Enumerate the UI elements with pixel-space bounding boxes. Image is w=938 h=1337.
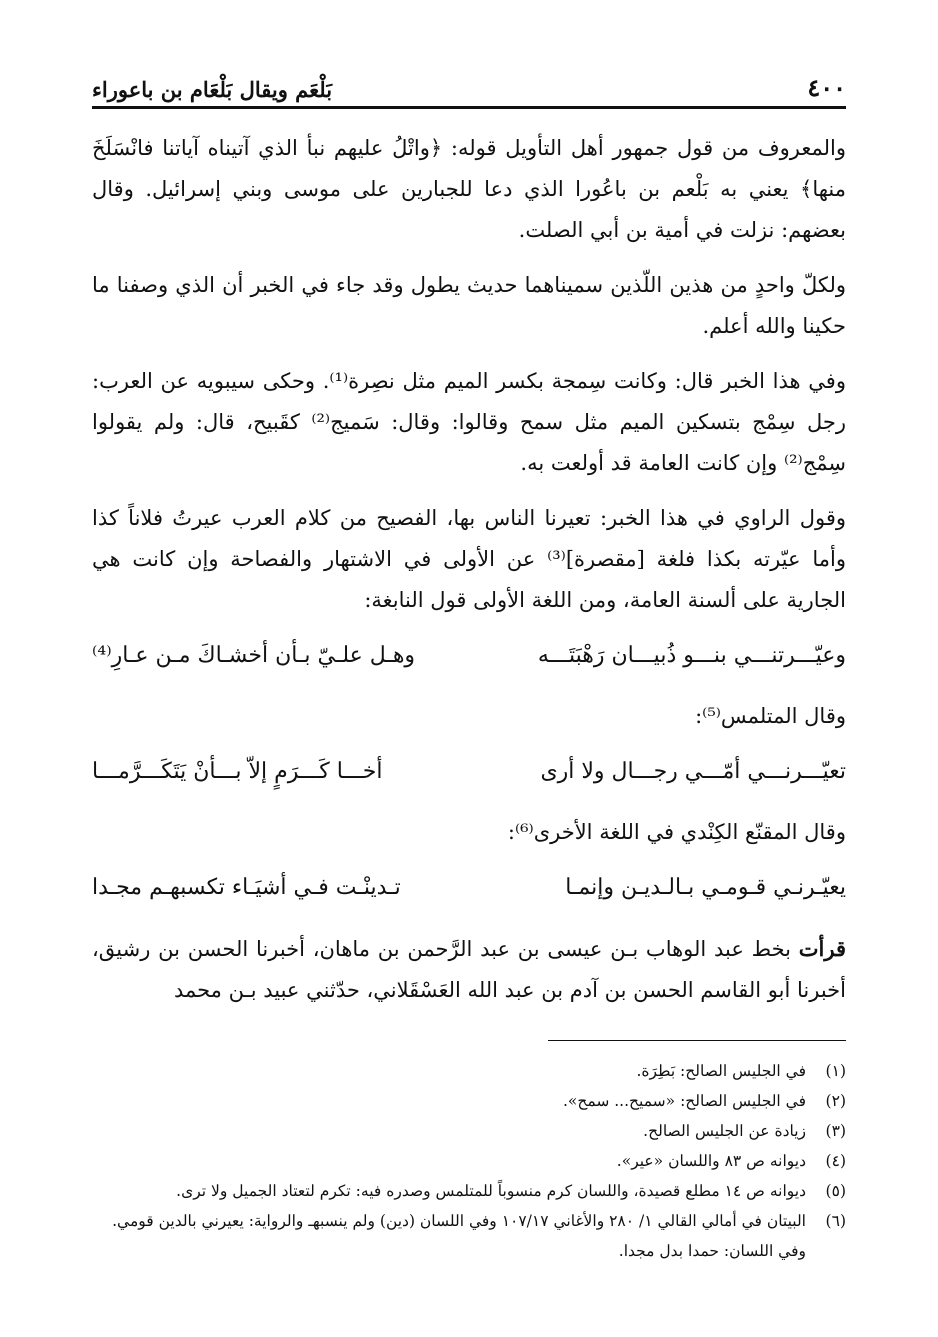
footnote-number: (٢): [825, 1092, 846, 1110]
verse-3-first-hemistich: يعيّـرنـي قـومـي بـالـديـن وإنمـا: [565, 875, 846, 900]
footnote-item: [92, 1056, 846, 1086]
footnote-text: في الجليس الصالح: «سميح... سمح».: [562, 1092, 806, 1110]
footnote-text: البيتان في أمالي القالي ١/ ٢٨٠ والأغاني ١٠٧/١٧ وفي اللسان (دين) ولم ينسبهـ والرواية: يعيرني بالدين قومي. وفي اللسان: حمدا بدل مجدا.: [112, 1212, 806, 1260]
footnote-separator: [548, 1040, 846, 1041]
footnote-item: [92, 1206, 846, 1266]
verse-2-first-hemistich: تعيّـــرنـــي أمّـــي رجـــال ولا أرى: [540, 759, 846, 784]
verse-mutalammis: [92, 751, 846, 792]
footnote-number: (٦): [825, 1212, 846, 1230]
paragraph-2: ولكلّ واحدٍ من هذين اللّذين سميناهما حديث يطول وقد جاء في الخبر أن الذي وصفنا ما حكينا والله أعلم.: [92, 273, 846, 338]
footnote-text: زيادة عن الجليس الصالح.: [643, 1122, 806, 1140]
footnote-item: [92, 1086, 846, 1116]
footnote-number: (٥): [825, 1182, 846, 1200]
footnote-item: [92, 1176, 846, 1206]
verse-3-second-hemistich: تـدينْـت فـي أشيَـاء تكسبهـم مجـدا: [92, 875, 401, 900]
page-header: [92, 68, 846, 109]
page-number: ٤٠٠: [807, 73, 846, 102]
footnote-item: [92, 1116, 846, 1146]
footnotes: [92, 1056, 846, 1266]
paragraph-4: وقول الراوي في هذا الخبر: تعيرنا الناس بها، الفصيح من كلام العرب عيرتُ فلاناً كذا وأما عيّرته بكذا فلغة [مقصرة]⁽³⁾ عن الأولى في الاشتهار والفصاحة وإن كانت هي الجارية على ألسنة العامة، ومن اللغة الأولى قول النابغة:: [92, 506, 846, 612]
paragraph-3: وفي هذا الخبر قال: وكانت سِمجة بكسر الميم مثل نصِرة⁽¹⁾. وحكى سيبويه عن العرب: رجل سِمْج بتسكين الميم مثل سمح وقالوا: وقال: سَميج⁽²⁾ كقَبيح، قال: ولم يقولوا سِمْج⁽²⁾ وإن كانت العامة قد أولعت به.: [92, 369, 846, 475]
main-text: [92, 128, 846, 1025]
verse-1-first-hemistich: وعيّـــرتنـــي بنـــو ذُبيـــان رَهْبَتَـــه: [537, 643, 846, 668]
paragraph-5: وقال المتلمس⁽⁵⁾:: [695, 704, 846, 728]
footnote-item: [92, 1146, 846, 1176]
footnote-number: (٤): [825, 1152, 846, 1170]
footnote-number: (٣): [825, 1122, 846, 1140]
footnote-text: في الجليس الصالح: بَطِرَة.: [636, 1062, 806, 1080]
paragraph-7-lead: قرأت: [798, 936, 846, 961]
verse-muqanna: [92, 867, 846, 908]
footnote-number: (١): [825, 1062, 846, 1080]
footnote-text: ديوانه ص ٨٣ واللسان «عير».: [616, 1152, 806, 1170]
running-title: بَلْعَم ويقال بَلْعَام بن باعوراء: [92, 77, 333, 102]
verse-nabigha: [92, 635, 846, 676]
paragraph-7: [92, 928, 846, 1011]
paragraph-6: وقال المقنّع الكِنْدي في اللغة الأخرى⁽⁶⁾:: [507, 820, 846, 844]
verse-2-second-hemistich: أخـــا كَـــرَمٍ إلاّ بـــأنْ يَتَكَـــرَّمـــا: [92, 759, 383, 784]
paragraph-7-text: بخط عبد الوهاب بـن عيسى بن عبد الرَّحمن بن ماهان، أخبرنا الحسن بن رشيق، أخبرنا أبو القاسم الحسن بن آدم بن عبد الله العَسْقَلاني، حدّثني عبيد بـن محمد: [92, 937, 846, 1002]
footnote-text: ديوانه ص ١٤ مطلع قصيدة، واللسان كرم منسوباً للمتلمس وصدره فيه: تكرم لتعتاد الجميل ولا ترى.: [176, 1182, 806, 1200]
verse-1-second-hemistich: وهـل علـيّ بـأن أخشـاكَ مـن عـارِ⁽⁴⁾: [92, 643, 416, 668]
paragraph-1: والمعروف من قول جمهور أهل التأويل قوله: ﴿واتْلُ عليهم نبأ الذي آتيناه آياتنا فانْسَلَخَ منها﴾ يعني به بَلْعم بن باعُورا الذي دعا للجبارين على موسى وبني إسرائيل. وقال بعضهم: نزلت في أمية بن أبي الصلت.: [92, 136, 846, 242]
